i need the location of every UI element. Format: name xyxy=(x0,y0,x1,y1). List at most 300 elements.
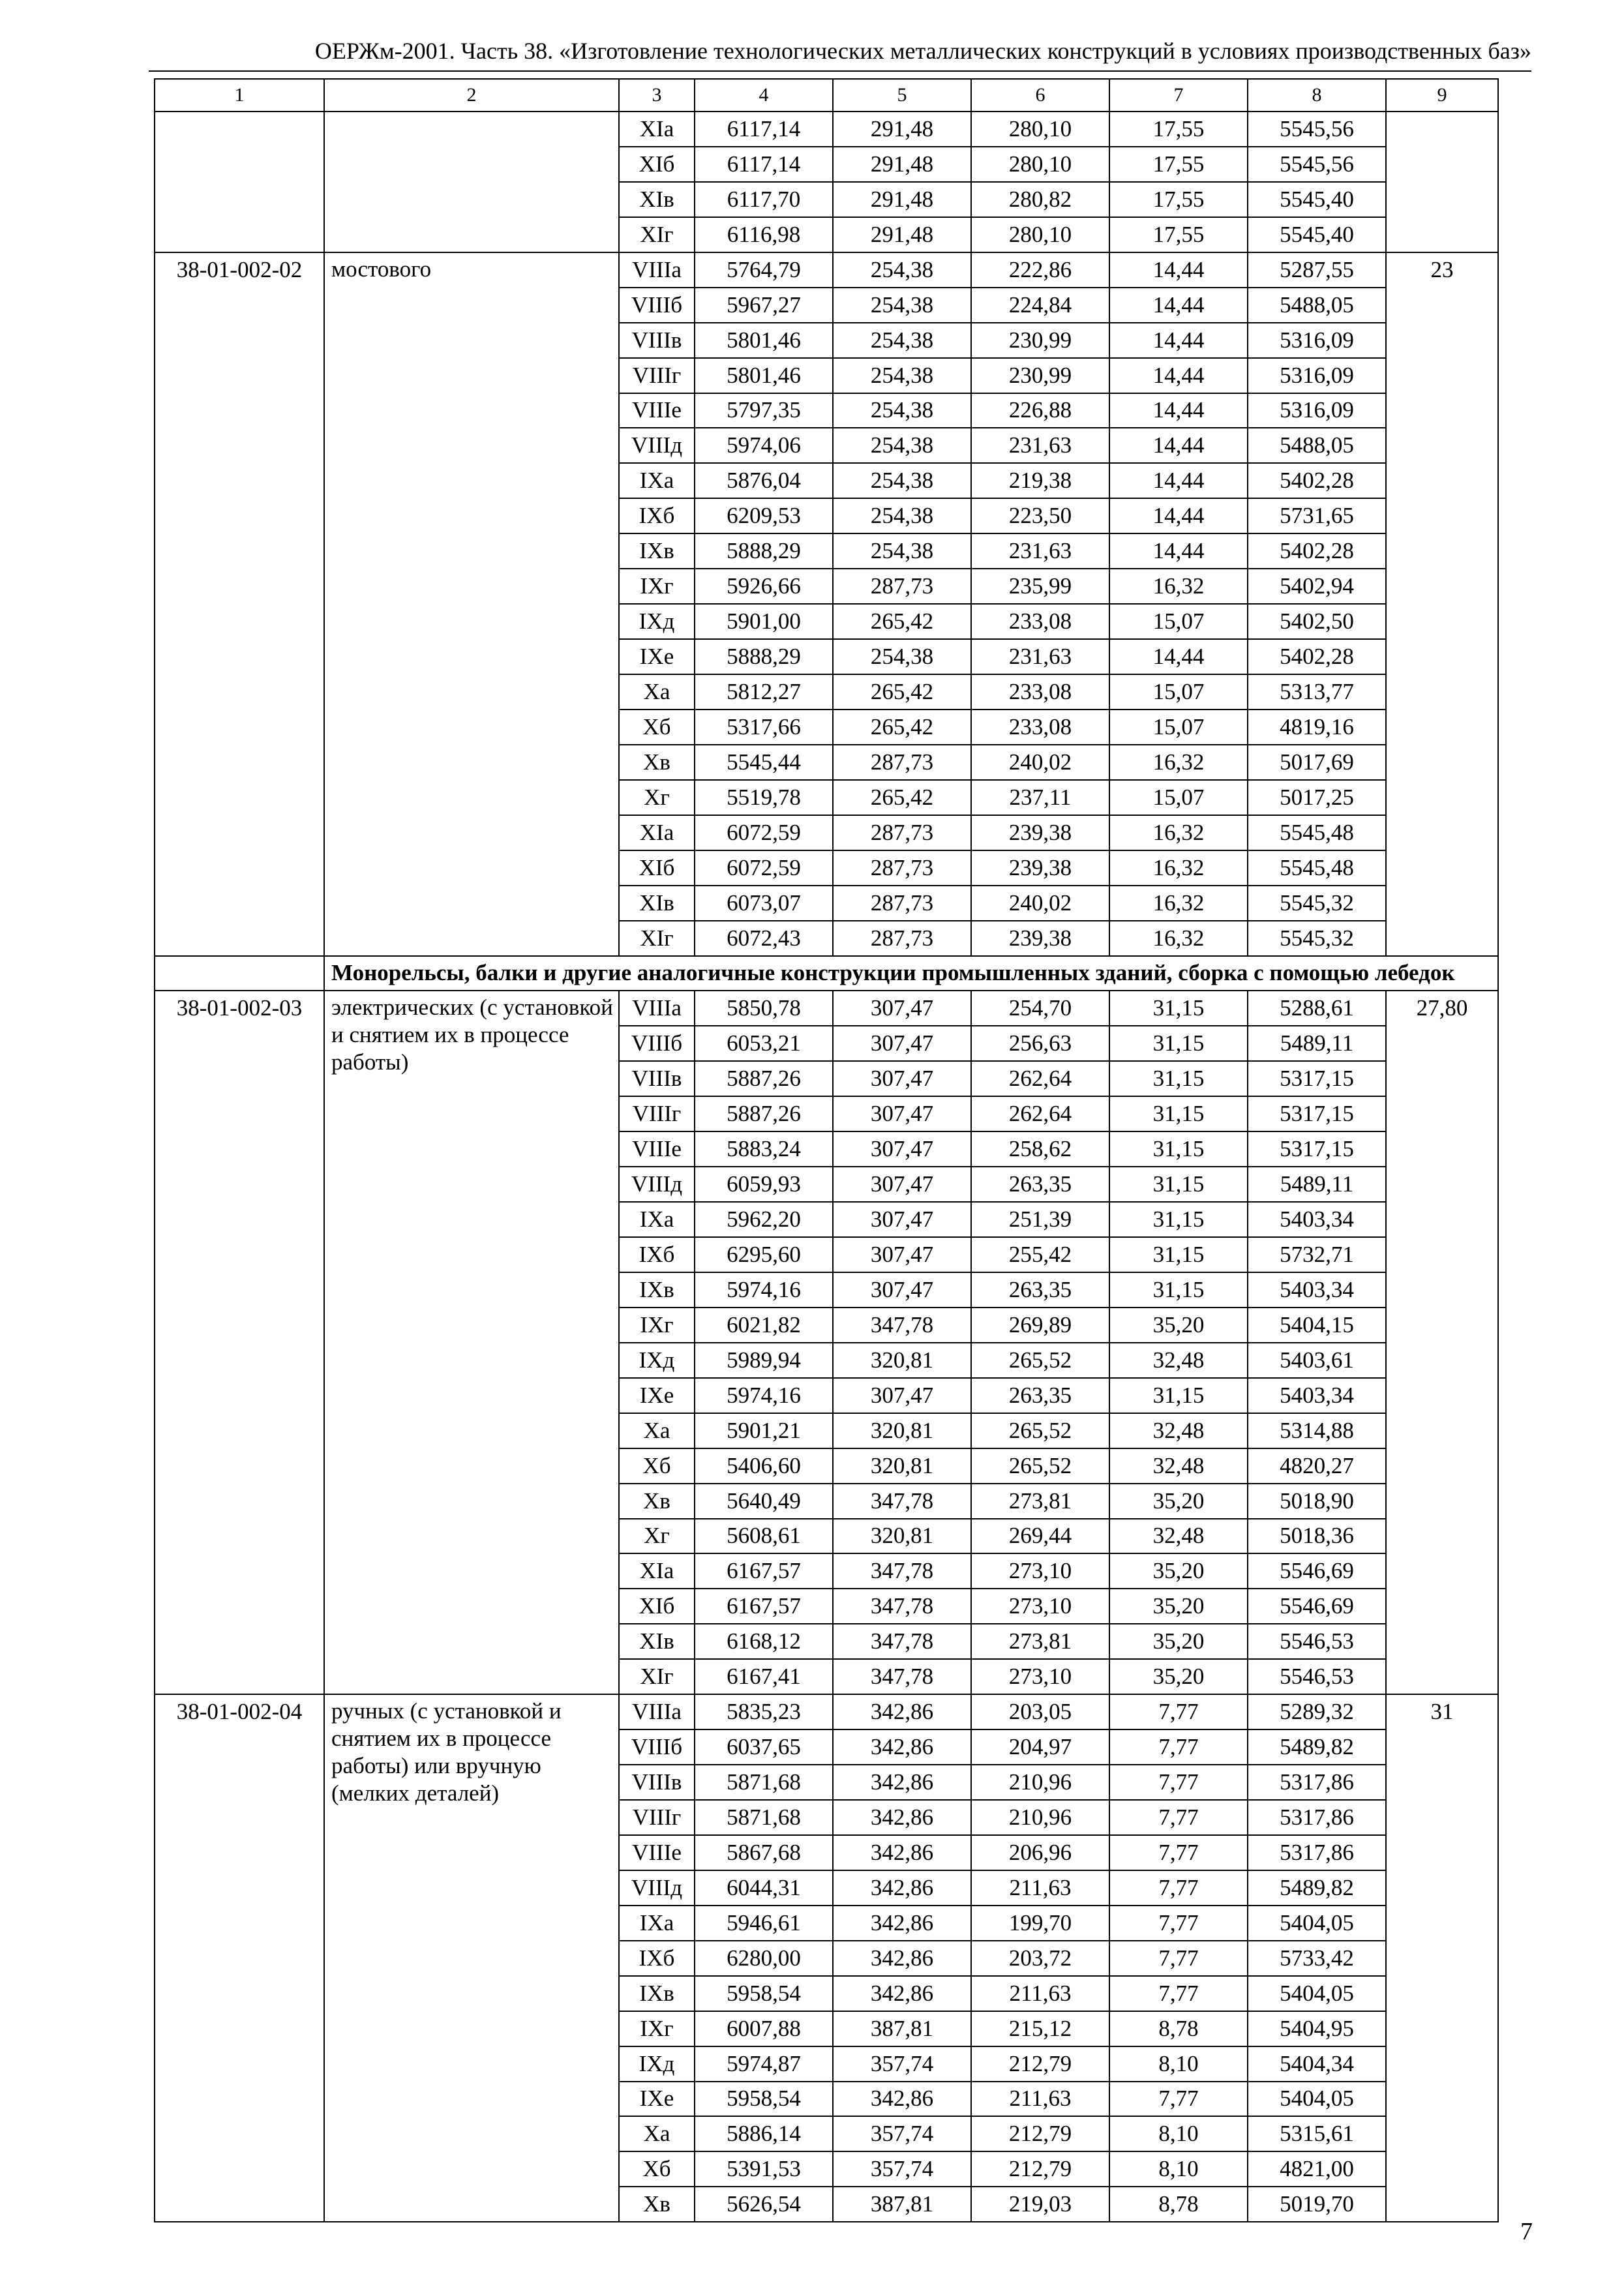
resource-group-cell: VIIIб xyxy=(619,1729,695,1765)
value-cell: 17,55 xyxy=(1109,147,1248,182)
resource-group-cell: IXв xyxy=(619,1272,695,1308)
value-cell: 5402,28 xyxy=(1248,463,1386,498)
table-row xyxy=(155,991,1498,1026)
resource-group-cell: VIIIе xyxy=(619,393,695,428)
value-cell: 5974,16 xyxy=(695,1272,833,1308)
value-cell: 237,11 xyxy=(971,780,1109,815)
value-cell: 287,73 xyxy=(833,745,971,780)
value-cell: 320,81 xyxy=(833,1343,971,1378)
value-cell: 273,81 xyxy=(971,1624,1109,1659)
value-cell: 15,07 xyxy=(1109,710,1248,745)
value-cell: 212,79 xyxy=(971,2116,1109,2151)
value-cell: 5545,40 xyxy=(1248,217,1386,252)
value-cell: 269,44 xyxy=(971,1519,1109,1554)
resource-group-cell: VIIIд xyxy=(619,1870,695,1906)
value-cell: 254,38 xyxy=(833,393,971,428)
value-cell: 6168,12 xyxy=(695,1624,833,1659)
value-cell: 280,10 xyxy=(971,112,1109,147)
value-cell: 5871,68 xyxy=(695,1800,833,1835)
value-cell: 291,48 xyxy=(833,147,971,182)
value-cell: 5546,69 xyxy=(1248,1553,1386,1589)
value-cell: 254,38 xyxy=(833,498,971,533)
value-cell: 342,86 xyxy=(833,1694,971,1729)
resource-group-cell: XIв xyxy=(619,886,695,921)
value-cell: 230,99 xyxy=(971,323,1109,358)
value-cell: 5019,70 xyxy=(1248,2187,1386,2222)
price-table xyxy=(154,78,1499,2222)
resource-group-cell: VIIIв xyxy=(619,323,695,358)
value-cell: 14,44 xyxy=(1109,428,1248,463)
value-cell: 5946,61 xyxy=(695,1906,833,1941)
value-cell: 5017,69 xyxy=(1248,745,1386,780)
resource-group-cell: XIб xyxy=(619,1589,695,1624)
value-cell: 5317,66 xyxy=(695,710,833,745)
resource-group-cell: VIIIа xyxy=(619,991,695,1026)
resource-group-cell: Xв xyxy=(619,2187,695,2222)
value-cell: 5403,34 xyxy=(1248,1272,1386,1308)
value-cell: 5545,48 xyxy=(1248,815,1386,850)
page-number: 7 xyxy=(1520,2218,1533,2245)
value-cell: 265,42 xyxy=(833,674,971,710)
value-cell: 347,78 xyxy=(833,1308,971,1343)
value-cell: 5545,56 xyxy=(1248,112,1386,147)
value-cell: 8,10 xyxy=(1109,2046,1248,2082)
resource-group-cell: XIа xyxy=(619,1553,695,1589)
value-cell: 342,86 xyxy=(833,1870,971,1906)
value-cell: 265,52 xyxy=(971,1448,1109,1484)
value-cell: 5402,28 xyxy=(1248,533,1386,569)
value-cell: 5876,04 xyxy=(695,463,833,498)
resource-group-cell: Xв xyxy=(619,745,695,780)
value-cell: 280,82 xyxy=(971,182,1109,217)
value-cell: 7,77 xyxy=(1109,1765,1248,1800)
value-cell: 5489,11 xyxy=(1248,1026,1386,1061)
value-cell: 5317,86 xyxy=(1248,1800,1386,1835)
value-cell: 307,47 xyxy=(833,1378,971,1413)
value-cell: 5317,86 xyxy=(1248,1765,1386,1800)
value-cell: 5406,60 xyxy=(695,1448,833,1484)
value-cell: 5316,09 xyxy=(1248,358,1386,393)
resource-group-cell: IXд xyxy=(619,1343,695,1378)
value-cell: 5317,15 xyxy=(1248,1096,1386,1131)
value-cell: 7,77 xyxy=(1109,1835,1248,1870)
value-cell: 233,08 xyxy=(971,710,1109,745)
value-cell: 5018,90 xyxy=(1248,1484,1386,1519)
value-cell: 357,74 xyxy=(833,2046,971,2082)
value-cell: 35,20 xyxy=(1109,1484,1248,1519)
resource-group-cell: Xа xyxy=(619,2116,695,2151)
value-cell: 5801,46 xyxy=(695,323,833,358)
resource-group-cell: Xа xyxy=(619,1413,695,1448)
value-cell: 5545,56 xyxy=(1248,147,1386,182)
value-cell: 31,15 xyxy=(1109,1061,1248,1096)
value-cell: 5926,66 xyxy=(695,569,833,604)
value-cell: 35,20 xyxy=(1109,1308,1248,1343)
section-row xyxy=(155,956,1498,991)
column-header: 4 xyxy=(695,79,833,112)
value-cell: 5404,95 xyxy=(1248,2011,1386,2046)
resource-group-cell: IXб xyxy=(619,1941,695,1976)
norm-name: мостового xyxy=(324,252,619,956)
resource-group-cell: XIг xyxy=(619,1659,695,1694)
value-cell: 273,10 xyxy=(971,1659,1109,1694)
value-cell: 212,79 xyxy=(971,2151,1109,2187)
resource-group-cell: IXа xyxy=(619,1202,695,1237)
value-cell: 5314,88 xyxy=(1248,1413,1386,1448)
value-cell: 5402,94 xyxy=(1248,569,1386,604)
value-cell: 287,73 xyxy=(833,886,971,921)
value-cell: 265,42 xyxy=(833,710,971,745)
table-body xyxy=(155,79,1498,2222)
value-cell: 8,10 xyxy=(1109,2116,1248,2151)
resource-group-cell: IXа xyxy=(619,463,695,498)
value-cell: 210,96 xyxy=(971,1800,1109,1835)
value-cell: 16,32 xyxy=(1109,569,1248,604)
value-cell: 224,84 xyxy=(971,288,1109,323)
document-header-title: ОЕРЖм-2001. Часть 38. «Изготовление технологических металлических конструкций в условиях производственных баз» xyxy=(314,38,1531,64)
value-cell: 14,44 xyxy=(1109,639,1248,674)
value-cell: 15,07 xyxy=(1109,674,1248,710)
value-cell: 235,99 xyxy=(971,569,1109,604)
value-cell: 265,52 xyxy=(971,1343,1109,1378)
value-cell: 6117,70 xyxy=(695,182,833,217)
value-cell: 291,48 xyxy=(833,112,971,147)
value-cell: 4821,00 xyxy=(1248,2151,1386,2187)
value-cell: 265,42 xyxy=(833,604,971,639)
value-cell: 32,48 xyxy=(1109,1343,1248,1378)
value-cell: 5887,26 xyxy=(695,1096,833,1131)
value-cell: 5404,05 xyxy=(1248,1976,1386,2011)
value-cell: 320,81 xyxy=(833,1448,971,1484)
value-cell: 5974,16 xyxy=(695,1378,833,1413)
value-cell: 342,86 xyxy=(833,1941,971,1976)
value-cell: 342,86 xyxy=(833,1835,971,1870)
value-cell: 265,42 xyxy=(833,780,971,815)
value-cell: 5313,77 xyxy=(1248,674,1386,710)
value-cell: 5974,87 xyxy=(695,2046,833,2082)
value-cell: 7,77 xyxy=(1109,1941,1248,1976)
value-cell: 219,03 xyxy=(971,2187,1109,2222)
value-cell: 5488,05 xyxy=(1248,428,1386,463)
value-cell: 273,81 xyxy=(971,1484,1109,1519)
value-cell: 240,02 xyxy=(971,886,1109,921)
resource-group-cell: Xа xyxy=(619,674,695,710)
column-header: 7 xyxy=(1109,79,1248,112)
value-cell: 4819,16 xyxy=(1248,710,1386,745)
value-cell: 5640,49 xyxy=(695,1484,833,1519)
resource-group-cell: IXб xyxy=(619,498,695,533)
value-cell: 307,47 xyxy=(833,1237,971,1272)
value-cell: 5289,32 xyxy=(1248,1694,1386,1729)
value-cell: 31,15 xyxy=(1109,1026,1248,1061)
value-cell: 5850,78 xyxy=(695,991,833,1026)
value-cell: 5888,29 xyxy=(695,639,833,674)
column-header: 2 xyxy=(324,79,619,112)
value-cell: 14,44 xyxy=(1109,463,1248,498)
resource-group-cell: VIIIб xyxy=(619,288,695,323)
resource-group-cell: IXб xyxy=(619,1237,695,1272)
value-cell: 254,70 xyxy=(971,991,1109,1026)
value-cell: 347,78 xyxy=(833,1659,971,1694)
value-cell: 263,35 xyxy=(971,1167,1109,1202)
norm-code: 38-01-002-04 xyxy=(155,1694,324,2222)
table-row xyxy=(155,252,1498,288)
value-cell: 6072,59 xyxy=(695,850,833,886)
value-cell: 31,15 xyxy=(1109,1272,1248,1308)
header-rule xyxy=(149,70,1531,72)
value-cell: 211,63 xyxy=(971,1870,1109,1906)
value-cell: 5545,32 xyxy=(1248,921,1386,956)
value-cell: 6117,14 xyxy=(695,147,833,182)
value-cell: 287,73 xyxy=(833,569,971,604)
value-cell: 307,47 xyxy=(833,1272,971,1308)
value-cell: 254,38 xyxy=(833,323,971,358)
value-cell: 206,96 xyxy=(971,1835,1109,1870)
value-cell: 342,86 xyxy=(833,1729,971,1765)
value-cell: 387,81 xyxy=(833,2187,971,2222)
value-cell: 269,89 xyxy=(971,1308,1109,1343)
value-cell: 5733,42 xyxy=(1248,1941,1386,1976)
value-cell: 5317,15 xyxy=(1248,1061,1386,1096)
resource-group-cell: VIIIд xyxy=(619,1167,695,1202)
value-cell: 35,20 xyxy=(1109,1659,1248,1694)
value-cell: 342,86 xyxy=(833,1976,971,2011)
resource-group-cell: IXд xyxy=(619,604,695,639)
value-cell: 5489,82 xyxy=(1248,1870,1386,1906)
resource-group-cell: XIг xyxy=(619,921,695,956)
value-cell: 387,81 xyxy=(833,2011,971,2046)
resource-group-cell: VIIIб xyxy=(619,1026,695,1061)
value-cell: 231,63 xyxy=(971,428,1109,463)
value-cell: 5404,15 xyxy=(1248,1308,1386,1343)
value-cell: 35,20 xyxy=(1109,1553,1248,1589)
value-cell: 307,47 xyxy=(833,991,971,1026)
value-cell: 6021,82 xyxy=(695,1308,833,1343)
resource-group-cell: VIIIг xyxy=(619,358,695,393)
value-cell: 240,02 xyxy=(971,745,1109,780)
value-cell: 5545,40 xyxy=(1248,182,1386,217)
resource-group-cell: IXв xyxy=(619,1976,695,2011)
value-cell: 265,52 xyxy=(971,1413,1109,1448)
value-cell: 320,81 xyxy=(833,1413,971,1448)
name-cell xyxy=(324,112,619,252)
table-row xyxy=(155,1694,1498,1729)
value-cell: 17,55 xyxy=(1109,112,1248,147)
resource-group-cell: Xб xyxy=(619,1448,695,1484)
value-cell: 5967,27 xyxy=(695,288,833,323)
value-cell: 254,38 xyxy=(833,252,971,288)
value-cell: 5731,65 xyxy=(1248,498,1386,533)
value-cell: 211,63 xyxy=(971,2082,1109,2117)
value-cell: 5546,53 xyxy=(1248,1659,1386,1694)
resource-group-cell: VIIIд xyxy=(619,428,695,463)
value-cell: 222,86 xyxy=(971,252,1109,288)
value-cell: 5017,25 xyxy=(1248,780,1386,815)
value-cell: 31,15 xyxy=(1109,991,1248,1026)
value-cell: 254,38 xyxy=(833,533,971,569)
resource-group-cell: VIIIа xyxy=(619,1694,695,1729)
value-cell: 8,78 xyxy=(1109,2187,1248,2222)
value-cell: 280,10 xyxy=(971,147,1109,182)
value-cell: 31,15 xyxy=(1109,1096,1248,1131)
column-header: 9 xyxy=(1386,79,1498,112)
value-cell: 31,15 xyxy=(1109,1378,1248,1413)
value-cell: 5887,26 xyxy=(695,1061,833,1096)
value-cell: 5545,44 xyxy=(695,745,833,780)
value-cell: 342,86 xyxy=(833,1906,971,1941)
value-cell: 5391,53 xyxy=(695,2151,833,2187)
value-cell: 6007,88 xyxy=(695,2011,833,2046)
column-header-row xyxy=(155,79,1498,112)
resource-group-cell: IXа xyxy=(619,1906,695,1941)
value-cell: 342,86 xyxy=(833,1800,971,1835)
value-cell: 5316,09 xyxy=(1248,393,1386,428)
resource-group-cell: Xб xyxy=(619,2151,695,2187)
value-cell: 5488,05 xyxy=(1248,288,1386,323)
value-cell: 32,48 xyxy=(1109,1413,1248,1448)
value-cell: 15,07 xyxy=(1109,604,1248,639)
value-cell: 254,38 xyxy=(833,639,971,674)
value-cell: 31,15 xyxy=(1109,1131,1248,1167)
resource-group-cell: VIIIг xyxy=(619,1096,695,1131)
value-cell: 203,72 xyxy=(971,1941,1109,1976)
resource-group-cell: IXд xyxy=(619,2046,695,2082)
value-cell: 5989,94 xyxy=(695,1343,833,1378)
value-cell: 4820,27 xyxy=(1248,1448,1386,1484)
resource-group-cell: XIг xyxy=(619,217,695,252)
value-cell: 357,74 xyxy=(833,2116,971,2151)
value-cell: 6280,00 xyxy=(695,1941,833,1976)
value-cell: 273,10 xyxy=(971,1589,1109,1624)
value-cell: 231,63 xyxy=(971,639,1109,674)
value-cell: 226,88 xyxy=(971,393,1109,428)
value-cell: 5403,34 xyxy=(1248,1378,1386,1413)
value-cell: 14,44 xyxy=(1109,358,1248,393)
value-cell: 7,77 xyxy=(1109,1800,1248,1835)
resource-group-cell: Xв xyxy=(619,1484,695,1519)
value-cell: 7,77 xyxy=(1109,1729,1248,1765)
value-cell: 6117,14 xyxy=(695,112,833,147)
norm-code: 38-01-002-02 xyxy=(155,252,324,956)
value-cell: 5883,24 xyxy=(695,1131,833,1167)
resource-group-cell: IXг xyxy=(619,2011,695,2046)
value-cell: 255,42 xyxy=(971,1237,1109,1272)
value-cell: 230,99 xyxy=(971,358,1109,393)
value-cell: 347,78 xyxy=(833,1553,971,1589)
value-cell: 6167,57 xyxy=(695,1553,833,1589)
value-cell: 35,20 xyxy=(1109,1624,1248,1659)
value-cell: 307,47 xyxy=(833,1061,971,1096)
value-cell: 6167,41 xyxy=(695,1659,833,1694)
value-cell: 5545,32 xyxy=(1248,886,1386,921)
norm-name: ручных (с установкой и снятием их в процессе работы) или вручную (мелких деталей) xyxy=(324,1694,619,2222)
value-cell: 31,15 xyxy=(1109,1237,1248,1272)
value-cell: 5489,11 xyxy=(1248,1167,1386,1202)
resource-group-cell: XIв xyxy=(619,182,695,217)
value-cell: 5404,05 xyxy=(1248,1906,1386,1941)
value-cell: 211,63 xyxy=(971,1976,1109,2011)
value-cell: 263,35 xyxy=(971,1272,1109,1308)
value-cell: 5402,50 xyxy=(1248,604,1386,639)
value-cell: 347,78 xyxy=(833,1589,971,1624)
value-cell: 262,64 xyxy=(971,1096,1109,1131)
value-cell: 5315,61 xyxy=(1248,2116,1386,2151)
value-cell: 291,48 xyxy=(833,217,971,252)
value-cell: 35,20 xyxy=(1109,1589,1248,1624)
value-cell: 16,32 xyxy=(1109,745,1248,780)
value-cell: 5835,23 xyxy=(695,1694,833,1729)
value-cell: 254,38 xyxy=(833,428,971,463)
value-cell: 5958,54 xyxy=(695,1976,833,2011)
value-cell: 199,70 xyxy=(971,1906,1109,1941)
value-cell: 6295,60 xyxy=(695,1237,833,1272)
value-cell: 5867,68 xyxy=(695,1835,833,1870)
value-cell: 5886,14 xyxy=(695,2116,833,2151)
value-cell: 212,79 xyxy=(971,2046,1109,2082)
resource-group-cell: XIа xyxy=(619,112,695,147)
value-cell: 210,96 xyxy=(971,1765,1109,1800)
value-cell: 6209,53 xyxy=(695,498,833,533)
value-cell: 280,10 xyxy=(971,217,1109,252)
resource-group-cell: IXг xyxy=(619,1308,695,1343)
value-cell: 14,44 xyxy=(1109,498,1248,533)
value-cell: 347,78 xyxy=(833,1484,971,1519)
value-cell: 6072,43 xyxy=(695,921,833,956)
value-cell: 239,38 xyxy=(971,921,1109,956)
value-cell: 287,73 xyxy=(833,921,971,956)
value-cell: 7,77 xyxy=(1109,1906,1248,1941)
value-cell: 6073,07 xyxy=(695,886,833,921)
column-header: 1 xyxy=(155,79,324,112)
value-cell: 14,44 xyxy=(1109,323,1248,358)
value-cell: 287,73 xyxy=(833,850,971,886)
resource-group-cell: VIIIе xyxy=(619,1835,695,1870)
value-cell: 263,35 xyxy=(971,1378,1109,1413)
value-cell: 307,47 xyxy=(833,1131,971,1167)
value-cell: 5901,00 xyxy=(695,604,833,639)
value-cell: 6167,57 xyxy=(695,1589,833,1624)
table-row xyxy=(155,112,1498,147)
value-cell: 6072,59 xyxy=(695,815,833,850)
labor-value: 31 xyxy=(1386,1694,1498,2222)
resource-group-cell: Xг xyxy=(619,1519,695,1554)
value-cell: 287,73 xyxy=(833,815,971,850)
value-cell: 31,15 xyxy=(1109,1167,1248,1202)
value-cell: 233,08 xyxy=(971,604,1109,639)
value-cell: 219,38 xyxy=(971,463,1109,498)
labor-value: 23 xyxy=(1386,252,1498,956)
value-cell: 5519,78 xyxy=(695,780,833,815)
resource-group-cell: VIIIв xyxy=(619,1765,695,1800)
value-cell: 215,12 xyxy=(971,2011,1109,2046)
value-cell: 7,77 xyxy=(1109,1870,1248,1906)
value-cell: 16,32 xyxy=(1109,850,1248,886)
column-header: 3 xyxy=(619,79,695,112)
value-cell: 5801,46 xyxy=(695,358,833,393)
value-cell: 357,74 xyxy=(833,2151,971,2187)
value-cell: 5288,61 xyxy=(1248,991,1386,1026)
resource-group-cell: Xб xyxy=(619,710,695,745)
value-cell: 5626,54 xyxy=(695,2187,833,2222)
value-cell: 254,38 xyxy=(833,288,971,323)
value-cell: 15,07 xyxy=(1109,780,1248,815)
value-cell: 307,47 xyxy=(833,1167,971,1202)
resource-group-cell: XIб xyxy=(619,147,695,182)
value-cell: 231,63 xyxy=(971,533,1109,569)
resource-group-cell: VIIIг xyxy=(619,1800,695,1835)
resource-group-cell: IXг xyxy=(619,569,695,604)
value-cell: 32,48 xyxy=(1109,1519,1248,1554)
